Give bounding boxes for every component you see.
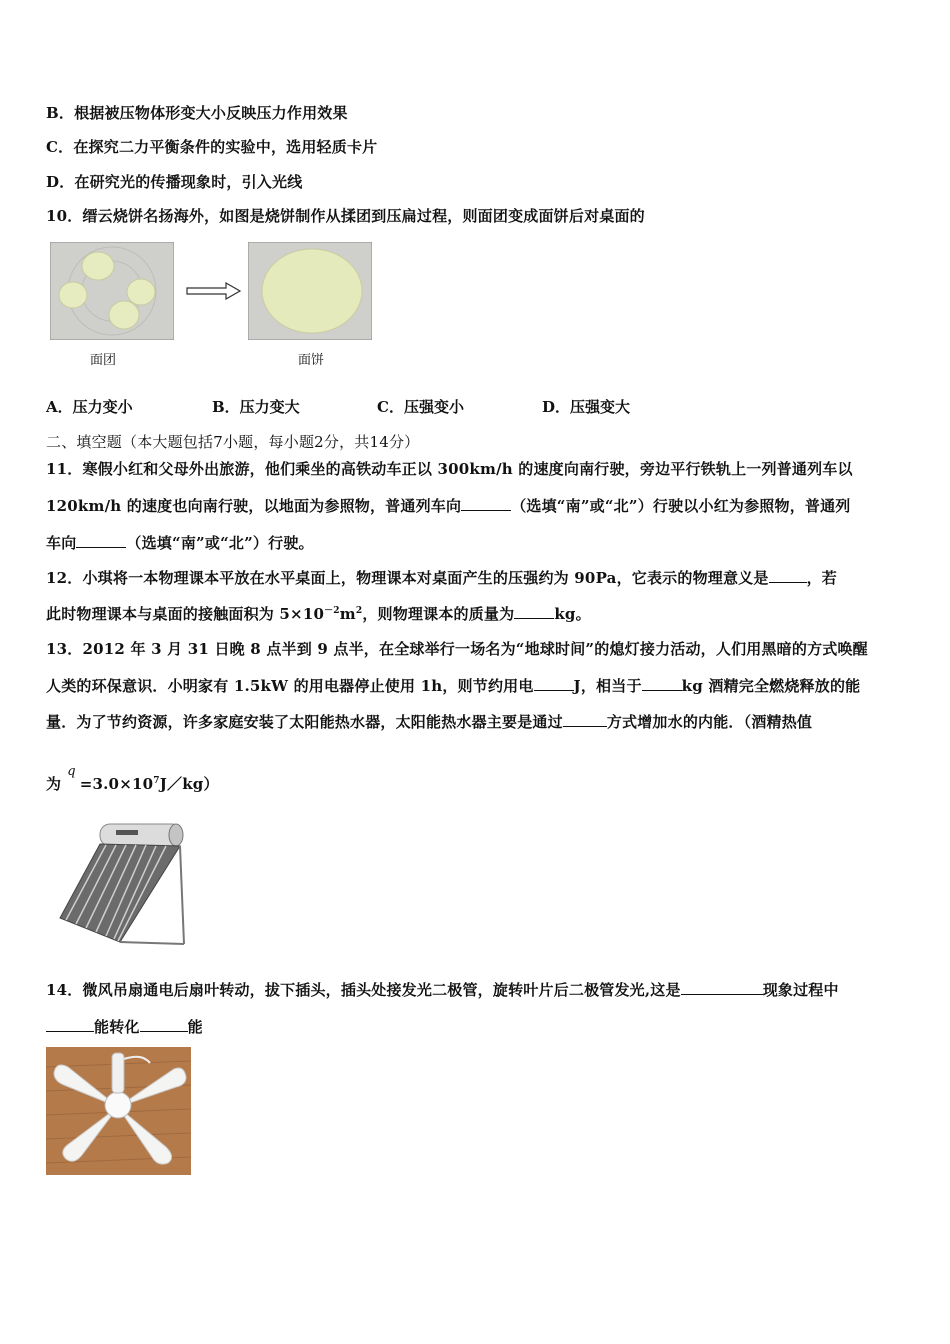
q13-line-3: 量．为了节约资源，许多家庭安装了太阳能热水器，太阳能热水器主要是通过 方式增加水的内能．（酒精热值 [46, 713, 813, 731]
q13-blank-2[interactable] [642, 676, 682, 691]
q13-blank-1[interactable] [534, 676, 574, 691]
q11-blank-2[interactable] [76, 533, 126, 548]
q12-blank-2[interactable] [514, 604, 554, 619]
q10-option-a: A．压力变小 [46, 398, 133, 416]
solar-water-heater-image [56, 818, 188, 948]
q10-option-b: B．压力变大 [212, 398, 300, 416]
q13-blank-3[interactable] [563, 712, 607, 727]
q11-line-2: 120km/h 的速度也向南行驶，以地面为参照物，普通列车向 （选填“南”或“北”）行驶以小红为参照物，普通列 [46, 497, 851, 515]
mini-ceiling-fan-image [46, 1047, 191, 1175]
q11-line-3: 车向 （选填“南”或“北”）行驶。 [46, 534, 314, 552]
q11-blank-1[interactable] [461, 496, 511, 511]
arrow-right-icon [186, 282, 242, 300]
q14-line-1: 14．微风吊扇通电后扇叶转动，拔下插头，插头处接发光二极管，旋转叶片后二极管发光,这是 现象过程中 [46, 981, 839, 999]
q9-option-d: D．在研究光的传播现象时，引入光线 [46, 173, 303, 191]
q14-blank-2[interactable] [46, 1017, 94, 1032]
q14-line-2: 能转化 能 [46, 1016, 203, 1037]
flat-dough-image [248, 242, 372, 340]
q10-option-d: D．压强变大 [542, 398, 631, 416]
q12-line-1: 12．小琪将一本物理课本平放在水平桌面上，物理课本对桌面产生的压强约为 90Pa，它表示的物理意义是 ，若 [46, 569, 837, 587]
dough-balls-image [50, 242, 174, 340]
q13-line-4: 为$q=3.0\times 10^7J/kg$） [46, 764, 219, 793]
section-heading: 二、填空题（本大题包括7小题，每小题2分，共14分） [46, 433, 420, 451]
q14-blank-1[interactable] [681, 980, 763, 995]
q13-line-2: 人类的环保意识．小明家有 1.5kW 的用电器停止使用 1h，则节约用电 J，相当于 kg 酒精完全燃烧释放的能 [46, 677, 861, 695]
q13-line-1: 13．2012 年 3 月 31 日晚 8 点半到 9 点半，在全球举行一场名为“地球时间”的熄灯接力活动，人们用黑暗的方式唤醒 [46, 640, 868, 658]
q10-option-c: C．压强变小 [377, 398, 464, 416]
q11-line-1: 11．寒假小红和父母外出旅游，他们乘坐的高铁动车正以 300km/h 的速度向南行驶，旁边平行铁轨上一列普通列车以 [46, 460, 853, 478]
caption-pancake: 面饼 [298, 353, 325, 368]
q12-blank-1[interactable] [769, 568, 807, 583]
q9-option-b: B．根据被压物体形变大小反映压力作用效果 [46, 104, 348, 122]
q10-stem: 10．缙云烧饼名扬海外，如图是烧饼制作从揉团到压扁过程，则面团变成面饼后对桌面的 [46, 207, 645, 225]
q9-option-c: C．在探究二力平衡条件的实验中，选用轻质卡片 [46, 138, 378, 156]
caption-dough: 面团 [90, 353, 117, 368]
q12-line-2: 此时物理课本与桌面的接触面积为 $5\times 10^{-2}m^2$，则物理课本的质量为 kg。 [46, 605, 591, 623]
q14-blank-3[interactable] [140, 1017, 188, 1032]
